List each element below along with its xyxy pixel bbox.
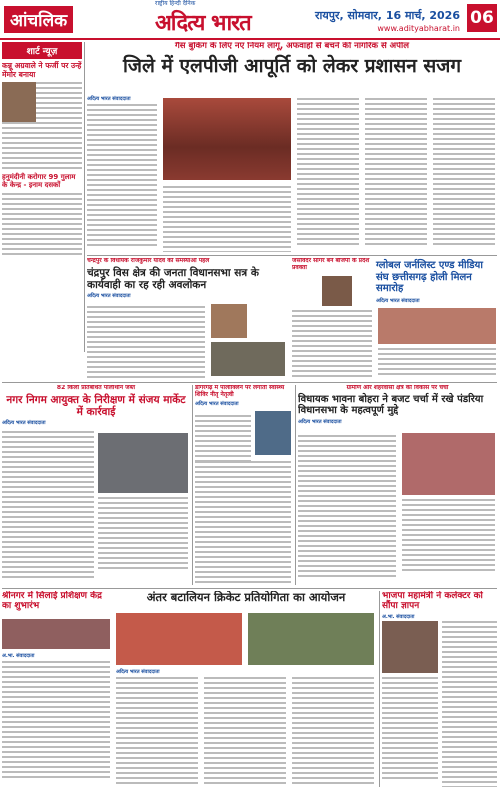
lead-text-col3 [297,98,359,248]
divider [192,385,193,585]
chandrapur-byline: अदित्य भारत संवाददाता [87,293,131,300]
newspaper-logo [155,0,251,37]
divider [87,255,497,256]
short-news-story2-title: हनुमंदीनी करोगार 99 गुलाम के केन्द्र - इनाम दसकों [2,173,76,190]
chandrapur-headline: चंद्रपुर विस क्षेत्र की जनता विधानसभा सत्र के कार्यवाही का रह रही अवलोकन [87,266,259,291]
short-news-story1-title: कन्नू अग्रवाले ने फर्जी पर उन्हें मेंमोर बनाया [2,61,82,79]
divider [295,385,296,585]
bhavna-bohra-photo [402,433,495,495]
inspection-photo [98,433,188,493]
global-byline: अदित्य भारत संवाददाता [376,298,420,304]
lead-text-col2 [163,186,291,252]
cricket-team-photo-2 [248,613,374,665]
doctor-text-2 [195,461,291,585]
silai-headline: श्रीनगर में सिलाई प्रशिक्षण केंद्र का शुभारंभ [2,591,102,612]
nagar-byline: अदित्य भारत संवाददाता [2,420,46,427]
cricket-byline: अदित्य भारत संवाददाता [116,669,160,675]
vidhayak-kicker: ग्रामीण और शहरवासी क्षेत्र की विकास पर चर्चा [346,385,449,391]
bhajpa-photo [382,621,438,673]
nagar-headline: नगर निगम आयुक्त के निरीक्षण में संजय मार्केट में कार्रवाई [6,393,186,418]
dateline: रायपुर, सोमवार, 16 मार्च, 2026 [315,9,460,22]
short-news-column [2,42,82,352]
vidhayak-photo [211,304,247,338]
cricket-text-col3 [292,677,374,787]
bhajpa-text-col1 [382,677,438,782]
lead-text-col5 [433,98,495,248]
lead-kicker: गैस बुकिंग के लिए नए नियम लागू, अफवाहों से बचने की नागरिक से अपील [175,42,409,51]
vidhayak-headline: विधायक भावना बोहरा ने बजट चर्चा में रखे पंडरिया विधानसभा के महत्वपूर्ण मुद्दे [298,393,484,417]
vidhayak-byline: अदित्य भारत संवाददाता [298,418,342,425]
lpg-cylinders-photo [163,98,291,180]
doctor-photo [255,411,291,455]
short-news-story2-text [2,193,82,255]
lead-byline: अदित्य भारत संवाददाता [87,96,131,102]
silai-text [2,661,110,781]
lead-text-col1 [87,104,157,249]
silai-story [2,591,112,787]
vidhayak-story [298,385,497,585]
cricket-headline: अंतर बटालियन क्रिकेट प्रतियोगिता का आयोजन [146,591,346,604]
bhajpa-headline: भाजपा महामंत्री ने कलेक्टर को सौंपा ज्ञापन [382,591,483,612]
vidhayak-text-2 [402,499,495,574]
bhajpa-text-col2 [442,621,497,787]
doctor-headline: डॉगरगढ़ में पॉलीक्लिन पर लगाती स्वास्थ्य शिविर नीतृ नेतृत्वी [195,385,285,398]
cricket-team-photo-1 [116,613,242,665]
lead-headline: जिले में एलपीजी आपूर्ति को लेकर प्रशासन सजग [122,54,462,77]
lead-text-col4 [365,98,427,248]
doctor-story [195,385,293,585]
bhajpa-byline: अ.भा. संवाददाता [382,613,415,620]
divider [379,591,380,787]
divider [84,42,85,352]
masthead [0,0,500,40]
cricket-text-col2 [204,677,286,787]
divider [2,382,497,383]
global-text [292,310,372,378]
global-text-2 [378,348,496,378]
holi-group-photo [378,308,496,344]
chandrapur-story [87,258,287,378]
section-label: आंचलिक [4,6,73,33]
global-headline: ग्लोबल जर्नलिस्ट एण्ड मीडिया संघ छत्तीसगढ़ होली मिलन समारोह [376,260,483,294]
chandrapur-kicker: चन्द्रपुर के विधायक राजकुमार यादव की समस्याओं पहल [87,258,210,264]
assembly-photo [211,342,285,376]
sagar-kicker: जसविंदर सागर बने बीजेपी के प्रदेश प्रवक्ता [292,258,370,271]
divider [2,588,497,589]
website: www.adityabharat.in [377,24,460,33]
page-number: 06 [467,4,497,32]
chandrapur-text [87,306,205,378]
logo-text: अदित्य भारत [155,10,251,36]
silai-photo [2,619,110,649]
logo-tagline: राष्ट्रीय हिन्दी दैनिक [155,0,196,7]
sagar-photo [322,276,352,306]
cricket-text-col1 [116,677,198,787]
vidhayak-text [298,435,396,580]
short-news-photo [2,82,36,122]
global-journalist-story [292,258,497,378]
lead-story [87,42,497,252]
cricket-story [116,591,376,787]
short-news-label: शार्ट न्यूज़ [2,42,82,59]
nagar-text-2 [98,497,188,572]
doctor-text [195,415,251,465]
bhajpa-story [382,591,497,787]
doctor-byline: अदित्य भारत संवाददाता [195,400,239,407]
nagar-kicker: 82 किलो प्रतिबंधित पॉलीथीन जब्त [56,385,136,391]
nagar-nigam-story [2,385,190,585]
silai-byline: अ.भा. संवाददाता [2,653,35,659]
nagar-text [2,431,94,581]
